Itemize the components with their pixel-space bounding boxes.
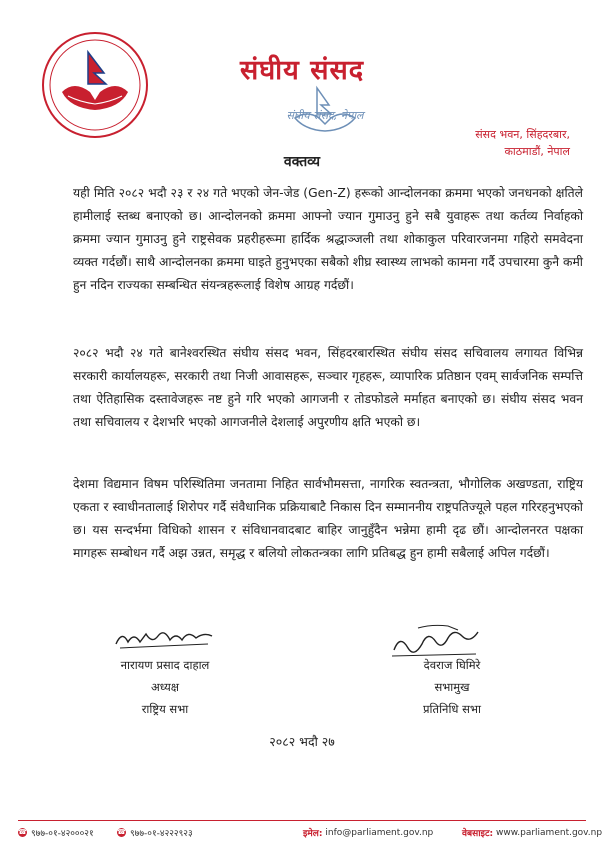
footer-phone-1-text: ९७७-०१-४२०००२१: [31, 829, 94, 839]
signatory-left-title: अध्यक्ष: [150, 680, 180, 694]
address-line-1: संसद भवन, सिंहदरबार,: [475, 128, 570, 141]
footer-phone-2-text: ९७७-०१-४२२२९२३: [130, 829, 193, 839]
paragraph-3: [73, 473, 583, 565]
paragraph-3-text: देशमा विद्यमान विषम परिस्थितिमा जनतामा निहित सार्वभौमसत्ता, नागरिक स्वतन्त्रता, भौगोलिक अखण्डता, राष्ट्रिय एकता र स्वाधीनतालाई शिरोपर गर्दै संवैधानिक प्रक्रियाबाटै निकास दिन सम्माननीय राष्ट्रपतिज्यूले पहल गरिरहनुभएको छ। यस सन्दर्भमा विधिको शासन र संविधानवादबाट बाहिर जानुहुँदैन भन्नेमा हामी दृढ छौं। आन्दोलनरत पक्षका मागहरू सम्बोधन गर्दै अझ उन्नत, समृद्ध र बलियो लोकतन्त्रका लागि प्रतिबद्ध हुन हामी सबैलाई अपिल गर्दछौं।: [73, 477, 583, 560]
paragraph-2-text: २०८२ भदौ २४ गते बानेश्वरस्थित संघीय संसद भवन, सिंहदरबारस्थित संघीय संसद सचिवालय लगायत विभिन्न सरकारी कार्यालयहरू, सरकारी तथा निजी आवासहरू, सञ्चार गृहहरू, व्यापारिक प्रतिष्ठान एवम् सार्वजनिक सम्पत्ति तथा ऐतिहासिक दस्तावेजहरू नष्ट हुने गरि भएको आगजनी र तोडफोडले मर्माहत बनाएको छ। संघीय संसद भवन तथा सचिवालय र देशभरि भएको आगजनीले देशलाई अपुरणीय क्षति भएको छ।: [73, 346, 583, 429]
footer-phone-2: [117, 826, 193, 839]
phone-icon: ☎: [18, 828, 27, 836]
statement-heading: वक्तव्य: [283, 154, 321, 170]
footer-email: [303, 826, 433, 839]
emblem-watermark-text: संघीय संसद, नेपाल: [286, 109, 364, 122]
address-line-2: काठमाडौं, नेपाल: [504, 145, 570, 158]
signatory-right: [372, 654, 532, 720]
footer-website-link[interactable]: www.parliament.gov.np: [496, 827, 603, 838]
signatory-left: [90, 654, 240, 720]
paragraph-1: [73, 182, 583, 297]
fax-icon: ☎: [117, 828, 126, 836]
signatory-right-name: देवराज घिमिरे: [423, 658, 481, 672]
header-title: संघीय संसद: [239, 55, 365, 86]
footer-website-label: वेबसाइट:: [462, 829, 494, 839]
signatory-right-body: प्रतिनिधि सभा: [423, 702, 481, 716]
footer-divider: [18, 820, 586, 821]
signatory-left-name: नारायण प्रसाद दाहाल: [120, 658, 210, 672]
statement-date: २०८२ भदौ २७: [269, 734, 335, 749]
footer-email-link[interactable]: info@parliament.gov.np: [325, 827, 434, 838]
footer-email-label: इमेल:: [303, 829, 323, 839]
footer-website: [462, 826, 602, 839]
signatory-left-body: राष्ट्रिय सभा: [141, 702, 189, 716]
footer-phone-1: [18, 826, 94, 839]
signatory-right-title: सभामुख: [434, 680, 470, 694]
paragraph-2: [73, 342, 583, 434]
paragraph-1-text: यही मिति २०८२ भदौ २३ र २४ गते भएको जेन-जेड (Gen-Z) हरूको आन्दोलनका क्रममा भएको जनधनको क्षतिले हामीलाई स्तब्ध बनाएको छ। आन्दोलनको क्रममा आफ्नो ज्यान गुमाउनु हुने सबै युवाहरू तथा कर्तव्य निर्वाहको क्रममा ज्यान गुमाउनु हुने राष्ट्रसेवक प्रहरीहरूमा हार्दिक श्रद्धाञ्जली तथा शोकाकुल परिवारजनमा गहिरो समवेदना व्यक्त गर्दछौं। साथै आन्दोलनका क्रममा घाइते हुनुभएका सबैको शीघ्र स्वास्थ्य लाभको कामना गर्दै उपचारमा कुनै कमी हुन नदिन राज्यका सम्बन्धित संयन्त्रहरूलाई विशेष आग्रह गर्दछौं।: [73, 186, 583, 292]
signature-left-image: [112, 622, 222, 652]
